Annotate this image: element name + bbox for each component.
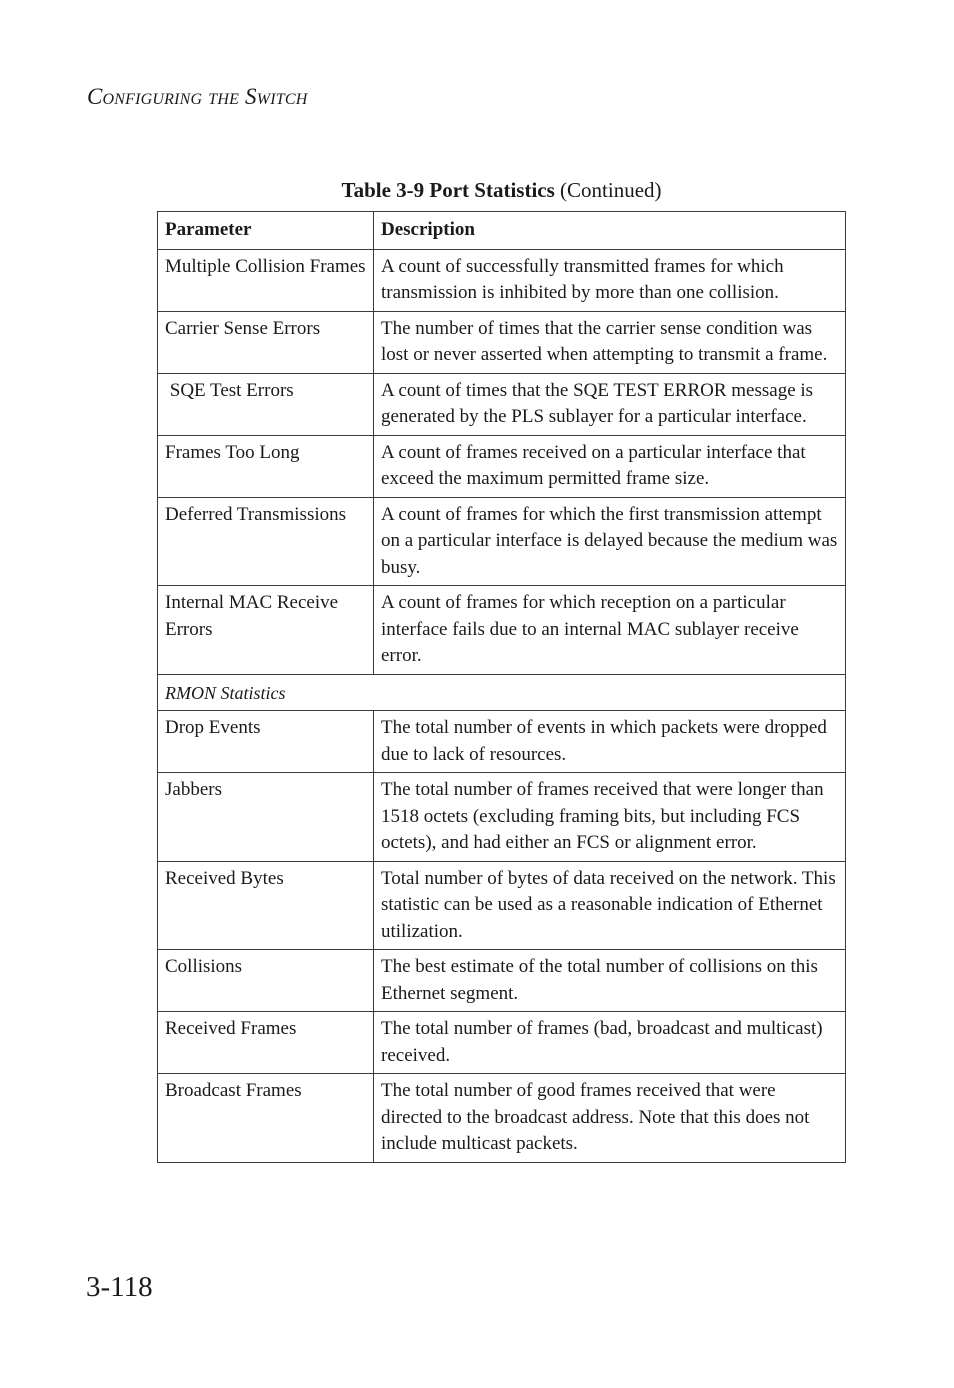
table-caption-suffix: (Continued)	[554, 178, 662, 202]
column-header-parameter: Parameter	[158, 212, 374, 250]
parameter-cell: Frames Too Long	[158, 435, 374, 497]
parameter-cell: Jabbers	[158, 773, 374, 862]
column-header-description: Description	[374, 212, 846, 250]
table-row	[158, 435, 846, 497]
table-row	[158, 373, 846, 435]
table-row	[158, 497, 846, 586]
table-caption	[157, 178, 846, 203]
table-row	[158, 950, 846, 1012]
parameter-cell: Drop Events	[158, 711, 374, 773]
table-header-row	[158, 212, 846, 250]
description-cell: A count of successfully transmitted frames for which transmission is inhibited by more than one collision.	[374, 249, 846, 311]
running-header: Configuring the Switch	[87, 84, 308, 109]
description-cell: Total number of bytes of data received on the network. This statistic can be used as a reasonable indication of Ethernet utilization.	[374, 861, 846, 950]
description-cell: A count of frames received on a particular interface that exceed the maximum permitted frame size.	[374, 435, 846, 497]
parameter-cell: Multiple Collision Frames	[158, 249, 374, 311]
table-caption-label: Table 3-9 Port Statistics	[341, 178, 555, 202]
parameter-cell: SQE Test Errors	[158, 373, 374, 435]
description-cell: A count of frames for which reception on a particular interface fails due to an internal MAC sublayer receive error.	[374, 586, 846, 675]
table-row	[158, 586, 846, 675]
parameter-cell: Received Bytes	[158, 861, 374, 950]
table-row	[158, 249, 846, 311]
parameter-cell: Deferred Transmissions	[158, 497, 374, 586]
table-row	[158, 1012, 846, 1074]
table-row	[158, 773, 846, 862]
description-cell: The best estimate of the total number of collisions on this Ethernet segment.	[374, 950, 846, 1012]
parameter-cell: Collisions	[158, 950, 374, 1012]
parameter-cell: Received Frames	[158, 1012, 374, 1074]
description-cell: A count of frames for which the first transmission attempt on a particular interface is delayed because the medium was busy.	[374, 497, 846, 586]
table-row	[158, 711, 846, 773]
description-cell: The total number of good frames received that were directed to the broadcast address. Note that this does not include multicast packets.	[374, 1074, 846, 1163]
parameter-cell: Broadcast Frames	[158, 1074, 374, 1163]
port-statistics-table	[157, 211, 846, 1163]
parameter-cell: Internal MAC Receive Errors	[158, 586, 374, 675]
parameter-cell: Carrier Sense Errors	[158, 311, 374, 373]
description-cell: The number of times that the carrier sense condition was lost or never asserted when attempting to transmit a frame.	[374, 311, 846, 373]
description-cell: The total number of frames (bad, broadcast and multicast) received.	[374, 1012, 846, 1074]
table-row	[158, 1074, 846, 1163]
section-row	[158, 674, 846, 711]
description-cell: The total number of events in which packets were dropped due to lack of resources.	[374, 711, 846, 773]
section-label-rmon-statistics: RMON Statistics	[158, 674, 846, 711]
description-cell: A count of times that the SQE TEST ERROR message is generated by the PLS sublayer for a particular interface.	[374, 373, 846, 435]
page-number: 3-118	[86, 1271, 153, 1303]
table-row	[158, 311, 846, 373]
description-cell: The total number of frames received that were longer than 1518 octets (excluding framing bits, but including FCS octets), and had either an FCS or alignment error.	[374, 773, 846, 862]
table-row	[158, 861, 846, 950]
